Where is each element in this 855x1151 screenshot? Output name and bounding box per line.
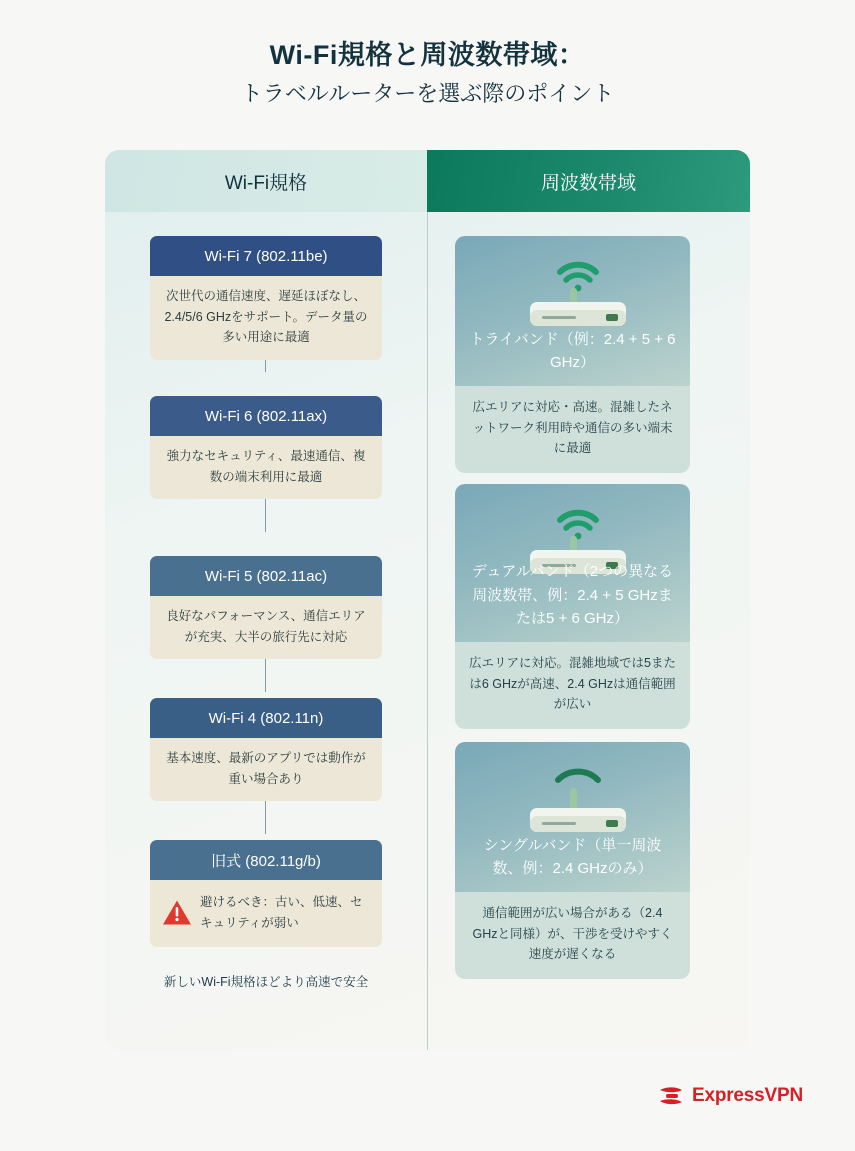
band-item-single[interactable] bbox=[455, 742, 690, 979]
band-description: 広エリアに対応・高速。混雑したネットワーク利用時や通信の多い端末に最適 bbox=[455, 386, 690, 473]
standard-title: 旧式 (802.11g/b) bbox=[150, 840, 382, 880]
page-title bbox=[0, 38, 855, 110]
band-illustration bbox=[455, 484, 690, 642]
band-title: トライバンド（例：2.4 + 5 + 6 GHz） bbox=[469, 330, 676, 371]
band-item-dual[interactable] bbox=[455, 484, 690, 729]
band-item-tri[interactable] bbox=[455, 236, 690, 473]
band-illustration bbox=[455, 236, 690, 386]
standard-item-legacy[interactable] bbox=[150, 840, 382, 947]
standard-title: Wi-Fi 6 (802.11ax) bbox=[150, 396, 382, 436]
standard-description: 次世代の通信速度、遅延ほぼなし、2.4/5/6 GHzをサポート。データ量の多い用途に最適 bbox=[150, 276, 382, 360]
standard-title: Wi-Fi 7 (802.11be) bbox=[150, 236, 382, 276]
standard-title: Wi-Fi 5 (802.11ac) bbox=[150, 556, 382, 596]
frequency-bands-column bbox=[427, 212, 750, 1050]
standard-item-wifi4[interactable] bbox=[150, 698, 382, 801]
standard-item-wifi6[interactable] bbox=[150, 396, 382, 499]
expressvpn-logo-icon bbox=[657, 1083, 685, 1109]
expressvpn-logo bbox=[657, 1083, 803, 1109]
title-line-1: Wi-Fi規格と周波数帯域： bbox=[269, 40, 586, 70]
comparison-card bbox=[105, 150, 750, 1050]
standard-description-row bbox=[150, 880, 382, 947]
standard-description: 強力なセキュリティ、最速通信、複数の端末利用に最適 bbox=[150, 436, 382, 499]
band-description: 広エリアに対応。混雑地域では5または6 GHzが高速、2.4 GHzは通信範囲が広い bbox=[455, 642, 690, 729]
expressvpn-logo-text: ExpressVPN bbox=[691, 1085, 803, 1106]
standard-item-wifi5[interactable] bbox=[150, 556, 382, 659]
standard-description: 良好なパフォーマンス、通信エリアが充実、大半の旅行先に対応 bbox=[150, 596, 382, 659]
left-column-note: 新しいWi-Fi規格ほどより高速で安全 bbox=[163, 975, 369, 989]
left-column-header: Wi-Fi規格 bbox=[105, 150, 427, 212]
standard-title: Wi-Fi 4 (802.11n) bbox=[150, 698, 382, 738]
title-line-2: トラベルルーターを選ぶ際のポイント bbox=[240, 81, 615, 107]
warning-triangle-icon bbox=[162, 899, 192, 926]
right-column-header: 周波数帯域 bbox=[427, 150, 750, 212]
band-title: デュアルバンド（2つの異なる周波数帯、例：2.4 + 5 GHzまたは5 + 6 GHz） bbox=[471, 563, 674, 627]
standard-description: 避けるべき：古い、低速、セキュリティが弱い bbox=[200, 895, 363, 930]
band-description: 通信範囲が広い場合がある（2.4 GHzと同様）が、干渉を受けやすく速度が遅くなる bbox=[455, 892, 690, 979]
band-illustration bbox=[455, 742, 690, 892]
band-title: シングルバンド（単一周波数、例：2.4 GHzのみ） bbox=[483, 836, 662, 877]
wifi-standards-column bbox=[105, 212, 427, 1050]
standard-description: 基本速度、最新のアプリでは動作が重い場合あり bbox=[150, 738, 382, 801]
standard-item-wifi7[interactable] bbox=[150, 236, 382, 360]
